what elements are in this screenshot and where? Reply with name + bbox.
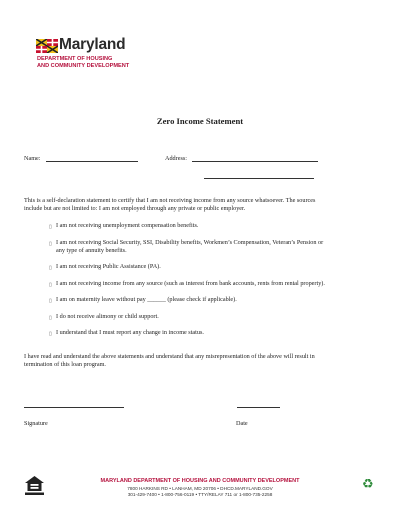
address-label: Address: — [165, 155, 187, 162]
name-label: Name: — [24, 155, 41, 162]
checkbox-icon[interactable]: ▯ — [49, 225, 52, 230]
list-item-continued: any type of annuity benefits. — [56, 247, 127, 254]
signature-field[interactable] — [24, 407, 124, 408]
signature-label: Signature — [24, 420, 48, 427]
footer-org-name: MARYLAND DEPARTMENT OF HOUSING AND COMMUNITY DEVELOPMENT — [100, 478, 300, 484]
closing-line-2: termination of this loan program. — [24, 361, 106, 368]
address-field-line2[interactable] — [204, 178, 314, 179]
intro-line-2: include but are not limited to: I am not employed through any private or public employer. — [24, 205, 246, 212]
department-name: DEPARTMENT OF HOUSING AND COMMUNITY DEVELOPMENT — [37, 56, 130, 69]
page-title: Zero Income Statement — [156, 116, 244, 126]
date-label: Date — [236, 420, 248, 427]
list-item: I am not receiving income from any source (such as interest from bank accounts, rents from rental property). — [56, 280, 325, 287]
date-field[interactable] — [237, 407, 280, 408]
recycle-icon: ♻ — [362, 477, 374, 492]
checkbox-icon[interactable]: ▯ — [49, 242, 52, 247]
list-item: I do not receive alimony or child support. — [56, 313, 159, 320]
intro-line-1: This is a self-declaration statement to certify that I am not receiving income from any source whatsoever. The sources — [24, 197, 316, 204]
list-item: I am not receiving Public Assistance (PA). — [56, 263, 161, 270]
list-item: I am not receiving Social Security, SSI, Disability benefits, Workmen’s Compensation, Veteran’s Pension or — [56, 239, 324, 246]
list-item: I am on maternity leave without pay ______ (please check if applicable). — [56, 296, 237, 303]
maryland-flag-icon — [36, 39, 58, 53]
footer-phones: 301-429-7400 • 1-800-756-0119 • TTY/RELAY 711 or 1-800-735-2258 — [127, 492, 273, 497]
address-field-line1[interactable] — [192, 161, 318, 162]
closing-line-1: I have read and understand the above statements and understand that any misrepresentation of the above will result in — [24, 353, 315, 360]
list-item: I am not receiving unemployment compensation benefits. — [56, 222, 199, 229]
checkbox-icon[interactable]: ▯ — [49, 316, 52, 321]
maryland-logo — [36, 37, 146, 77]
checkbox-icon[interactable]: ▯ — [49, 283, 52, 288]
checkbox-icon[interactable]: ▯ — [49, 266, 52, 271]
brand-name: Maryland — [59, 36, 126, 53]
footer-address: 7800 HARKINS RD • LANHAM, MD 20706 • DHCD.MARYLAND.GOV — [127, 486, 273, 491]
list-item: I understand that I must report any change in income status. — [56, 329, 204, 336]
checkbox-icon[interactable]: ▯ — [49, 299, 52, 304]
name-field[interactable] — [46, 161, 138, 162]
checkbox-icon[interactable]: ▯ — [49, 332, 52, 337]
